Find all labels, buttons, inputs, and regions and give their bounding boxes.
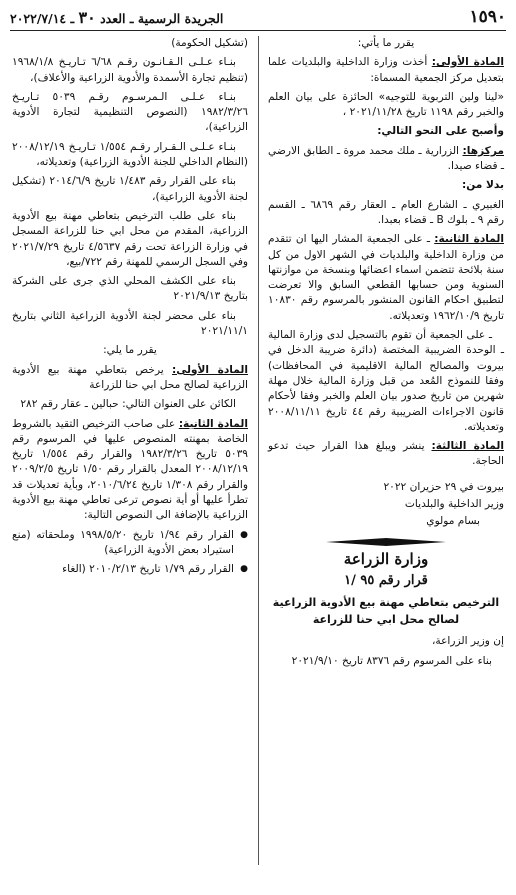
paragraph: وزير الداخلية والبلديات [404, 498, 504, 511]
paragraph: بدلا من: [461, 179, 504, 192]
paragraph: بنـاء عـلـى الـمرسـوم رقـم ٥٠٣٩ تـاريـخ ١٩٨٢/٣/٢٦ (النصوص التنظيمية لتجارة الأدوية الزراعية)، [12, 90, 248, 134]
running-header [10, 8, 223, 27]
issue-number: ٣٠ [78, 7, 96, 27]
paragraph: يقرر ما يلي: [103, 344, 157, 357]
article-text: الزرارية ـ ملك محمد مروة ـ الطابق الارضي ـ قضاء صيدا. [268, 144, 504, 173]
article-label: المادة الثانية: [434, 233, 504, 246]
issue-date: ـ ٢٠٢٢/٧/١٤ [10, 10, 75, 26]
right-column [268, 36, 504, 673]
article-label: المادة الثالثة: [431, 440, 505, 453]
article-text: على صاحب الترخيص التقيد بالشروط الخاصة بمهنته المنصوص عليها في المرسوم رقم ٥٠٣٩ تاريخ ١٩٨٢/٣/٢٦ والقرار رقم ١/٥٥٤ تاريخ ٢٠٠٨/١٢/١٩ المعدل بالقرار رقم ١/٥٠ تاريخ ٢٠٠٩/٢/٥ والقرار رقم ١/٣٠٨ تاريخ ٢٠١٠/٦/٢٤، وبأية تعديلات قد تطرأ عليها أو أية نصوص ترعى تعاطي مهنة بيع الأدوية الزراعية بالإضافة الى النصوص التالية: [12, 417, 248, 522]
page-number: ١٥٩٠ [469, 7, 506, 27]
paragraph: بسام مولوي [426, 515, 480, 528]
paragraph [268, 232, 504, 324]
article-text: ينشر ويبلغ هذا القرار حيث تدعو الحاجة. [268, 440, 504, 468]
paragraph: ● القرار رقم ١/٧٩ تاريخ ٢٠١٠/٢/١٣ (الغاء [12, 562, 248, 577]
article-text: ـ على الجمعية المشار اليها ان تتقدم من وزارة الداخلية والبلديات في الشهر الاول من كل سنة بلائحة تتضمن اسماء اعضائها وبنسخة من موازنتها السنوية ومن حسابها القطعي السابق والا تعرضت لتطبيق احكام القانون المنشور بالمرسوم رقم ١٠٨٣٠ تاريخ ١٩٦٢/١٠/٩ وتعديلاته. [268, 233, 504, 322]
decree-title-line-1: الترخيص بتعاطي مهنة بيع الأدوية الزراعية [272, 596, 500, 610]
ministry-title: وزارة الزراعة [343, 549, 429, 568]
paragraph [268, 55, 504, 86]
paragraph: الكائن على العنوان التالي: حبالين ـ عقار رقم ٢٨٢ [20, 398, 236, 411]
paragraph: وأصبح على النحو التالي: [377, 125, 504, 138]
paragraph: بنـاء عـلـى الـقـرار رقـم ١/٥٥٤ تـاريـخ ٢٠٠٨/١٢/١٩ (النظام الداخلي للجنة الأدوية الزراعية) وتعديلاته، [12, 140, 248, 169]
article-text: أخذت وزارة الداخلية والبلديات علما بتعديل مركز الجمعية المسماة: [268, 56, 504, 84]
based-on-line: بناء على المرسوم رقم ٨٣٧٦ تاريخ ٢٠٢١/٩/١٠ [291, 654, 492, 667]
left-column [12, 36, 248, 582]
paragraph: الغبيري ـ الشارع العام ـ العقار رقم ٦٨٦٩ ـ القسم رقم ٩ ـ بلوك B ـ قضاء بعبدا. [268, 198, 504, 226]
page-header [10, 4, 506, 30]
paragraph [268, 144, 504, 175]
minister-line: إن وزير الزراعة، [432, 635, 504, 648]
paragraph [12, 363, 248, 394]
article-text: يرخص بتعاطي مهنة بيع الأدوية الزراعية لصالح محل ابي حنا للزراعة [12, 363, 248, 391]
paragraph: بناء على الكشف المحلي الذي جرى على الشركة بتاريخ ٢٠٢١/٩/١٣ [12, 275, 248, 303]
paragraph: بيروت في ٢٩ حزيران ٢٠٢٢ [383, 480, 504, 493]
article-label: المادة الثانية: [178, 417, 248, 430]
decree-number: قرار رقم ٩٥ /١ [344, 572, 428, 588]
paragraph [268, 439, 504, 470]
paragraph: يقرر ما يأتي: [357, 37, 415, 49]
decree-title-line-2: لصالح محل ابي حنا للزراعة [312, 613, 460, 627]
paragraph [12, 417, 248, 524]
paragraph: ـ على الجمعية أن تقوم بالتسجيل لدى وزارة المالية ـ الوحدة الضريبية المختصة (دائرة ضريبة الدخل في بيروت والمصالح المالية الاقليمية في المحافظات) وفقا للنموذج المُعد من قبل وزارة المالية خلال مهلة شهرين من تاريخ صدور بيان العلم والخبر وفقا لأحكام قانون الاجراءات الضريبية رقم ٤٤ تاريخ ٢٠٠٨/١١/١١ وتعديلاته. [268, 329, 504, 433]
paragraph: ● القرار رقم ١/٩٤ تاريخ ١٩٩٨/٥/٢٠ وملحقاته (منع استيراد بعض الأدوية الزراعية) [12, 528, 248, 559]
decree-title [268, 594, 504, 628]
article-label: مركزها: [462, 144, 504, 157]
gazette-name: الجريدة الرسمية ـ العدد [100, 10, 224, 26]
paragraph: (تشكيل الحكومة) [171, 37, 248, 49]
article-label: المادة الأولى: [172, 363, 248, 376]
column-separator [258, 36, 259, 865]
paragraph: بناء على القرار رقم ١/٤٨٣ تاريخ ٢٠١٤/٦/٩ (تشكيل لجنة الأدوية الزراعية)، [12, 175, 248, 203]
paragraph: بناء على محضر لجنة الأدوية الزراعية الثاني بتاريخ ٢٠٢١/١١/١ [12, 309, 248, 338]
paragraph: بنـاء عـلـى الـقـانـون رقـم ٦/٦٨ تـاريـخ ١٩٦٨/١/٨ (تنظيم تجارة الأسمدة والأدوية الزراعية والأعلاف)، [12, 56, 248, 84]
article-label: المادة الأولى: [431, 56, 504, 69]
header-rule [10, 30, 506, 31]
paragraph: «لينا ولين التربوية للتوجيه» الحائزة على بيان العلم والخبر رقم ١١٩٨ تاريخ ٢٠٢١/١١/٢٨ ، [268, 90, 504, 119]
ornament-divider [326, 538, 446, 546]
paragraph: بناء على طلب الترخيص بتعاطي مهنة بيع الأدوية الزراعية، المقدم من محل ابي حنا للزراعة المسجل في وزارة الزراعة تحت رقم ٤/٥٦٣٧ تاريخ ٢٠٢١/٧/٢٩ وفي السجل الرسمي للمهنة رقم ٧٢٢/بيع، [12, 209, 248, 268]
